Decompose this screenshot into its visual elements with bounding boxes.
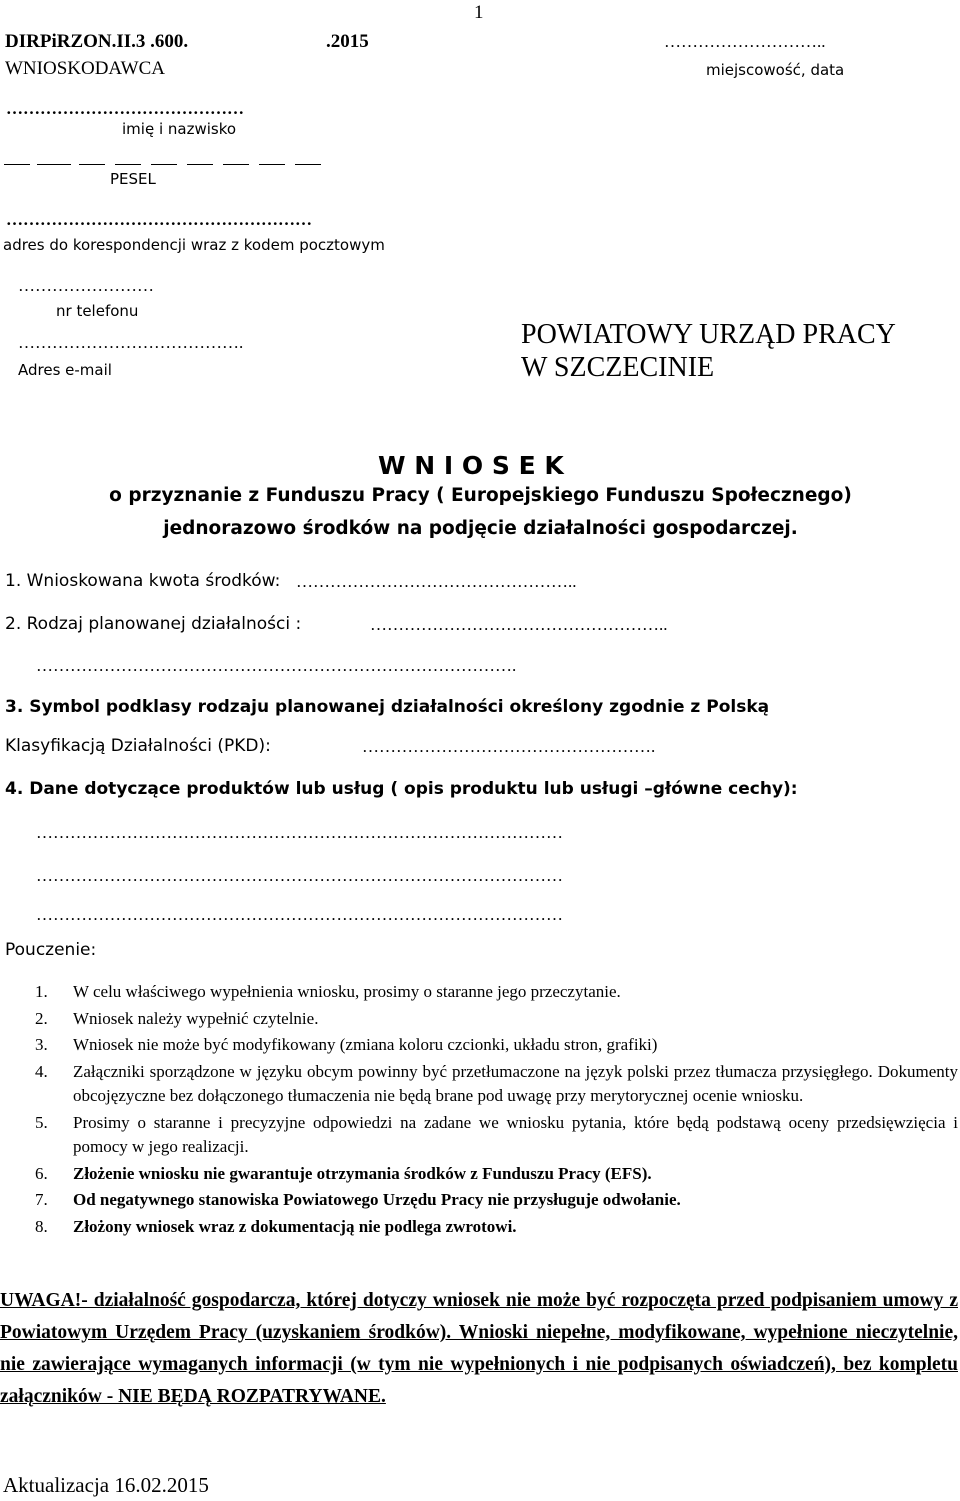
document-subtitle-2: jednorazowo środków na podjęcie działalności gospodarczej.: [163, 518, 798, 539]
field-1-label: 1. Wnioskowana kwota środków:: [5, 571, 281, 591]
field-4-description-line2[interactable]: …………………………………………………………………………………: [36, 866, 563, 885]
list-item: [35, 1162, 958, 1187]
page-number: 1: [474, 2, 484, 23]
update-date: Aktualizacja 16.02.2015: [3, 1473, 209, 1497]
list-item-text: Załączniki sporządzone w języku obcym powinny być przetłumaczone na język polski przez tłumacza przysięgłego. Dokumenty obcojęzyczne bez dołączonego tłumaczenia nie będą brane pod uwagę przy merytorycznej ocenie wniosku.: [73, 1061, 958, 1105]
name-label: imię i nazwisko: [122, 120, 237, 138]
field-4-label: 4. Dane dotyczące produktów lub usług ( opis produktu lub usługi –główne cechy):: [5, 779, 798, 799]
place-date-field[interactable]: ………………………..: [664, 32, 826, 51]
address-field[interactable]: ………………………………………………: [6, 210, 312, 229]
list-item-text: Złożenie wniosku nie gwarantuje otrzymania środków z Funduszu Pracy (EFS).: [73, 1163, 652, 1183]
applicant-heading: WNIOSKODAWCA: [5, 58, 165, 79]
list-item-text: Wniosek należy wypełnić czytelnie.: [73, 1008, 319, 1028]
list-item-text: Wniosek nie może być modyfikowany (zmiana koloru czcionki, układu stron, grafiki): [73, 1035, 658, 1054]
list-item: [35, 1060, 958, 1109]
list-item-number: 3.: [35, 1035, 48, 1054]
document-subtitle-1: o przyznanie z Funduszu Pracy ( Europejskiego Funduszu Społecznego): [109, 485, 852, 506]
field-2-activity-input[interactable]: ……………………………………………..: [370, 615, 668, 634]
list-item: [35, 1188, 958, 1213]
field-3-pkd-input[interactable]: …………………………………………….: [362, 737, 656, 756]
field-1-amount-input[interactable]: …………………………………………..: [296, 572, 577, 591]
list-item-text: W celu właściwego wypełnienia wniosku, prosimy o staranne jego przeczytanie.: [73, 982, 621, 1001]
list-item: [35, 1215, 958, 1240]
list-item-number: 1.: [35, 982, 48, 1001]
list-item: [35, 980, 958, 1005]
list-item: [35, 1007, 958, 1032]
list-item: [35, 1111, 958, 1160]
field-2-label: 2. Rodzaj planowanej działalności :: [5, 614, 302, 634]
list-item-text: Złożony wniosek wraz z dokumentacją nie podlega zwrotowi.: [73, 1216, 517, 1236]
list-item: [35, 1033, 958, 1058]
field-3-label-line2: Klasyfikacją Działalności (PKD):: [5, 736, 271, 756]
reference-number: DIRPiRZON.II.3 .600.: [5, 31, 189, 52]
list-item-number: 8.: [35, 1216, 48, 1236]
office-name: POWIATOWY URZĄD PRACY: [521, 319, 896, 350]
office-city: W SZCZECINIE: [521, 352, 715, 383]
warning-notice: UWAGA!- działalność gospodarcza, której dotyczy wniosek nie może być rozpoczęta przed podpisaniem umowy z Powiatowym Urzędem Pracy (uzyskaniem środków). Wnioski niepełne, modyfikowane, wypełnione nieczytelnie, nie zawierające wymaganych informacji (w tym nie wypełnionych i nie podpisanych oświadczeń), bez kompletu załączników - NIE BĘDĄ ROZPATRYWANE.: [0, 1290, 958, 1407]
list-item-number: 7.: [35, 1190, 48, 1209]
pesel-label: PESEL: [110, 170, 156, 188]
phone-label: nr telefonu: [56, 302, 139, 320]
list-item-number: 6.: [35, 1163, 48, 1183]
instructions-list: [35, 980, 958, 1241]
document-title: W N I O S E K: [378, 451, 564, 480]
email-field[interactable]: ………………………………….: [18, 333, 244, 352]
list-item-text: Od negatywnego stanowiska Powiatowego Urzędu Pracy nie przysługuje odwołanie.: [73, 1190, 681, 1209]
email-label: Adres e-mail: [18, 361, 112, 379]
reference-year: .2015: [326, 31, 369, 52]
place-date-label: miejscowość, data: [706, 61, 845, 79]
field-4-description-line3[interactable]: …………………………………………………………………………………: [36, 905, 563, 924]
phone-field[interactable]: ……………………: [18, 276, 154, 295]
instructions-heading: Pouczenie:: [5, 940, 97, 960]
field-3-label-line1: 3. Symbol podklasy rodzaju planowanej działalności określony zgodnie z Polską: [5, 697, 770, 717]
name-field[interactable]: ……………………………………: [6, 99, 244, 118]
address-label: adres do korespondencji wraz z kodem pocztowym: [3, 236, 385, 254]
list-item-number: 2.: [35, 1008, 48, 1028]
list-item-text: Prosimy o staranne i precyzyjne odpowiedzi na zadane we wniosku pytania, które będą podstawą oceny przedsięwzięcia i pomocy w jego realizacji.: [73, 1112, 958, 1156]
field-2-activity-input-line2[interactable]: ………………………………………………………………………….: [36, 656, 517, 675]
field-4-description-line1[interactable]: …………………………………………………………………………………: [36, 823, 563, 842]
list-item-number: 4.: [35, 1061, 48, 1081]
list-item-number: 5.: [35, 1112, 48, 1132]
